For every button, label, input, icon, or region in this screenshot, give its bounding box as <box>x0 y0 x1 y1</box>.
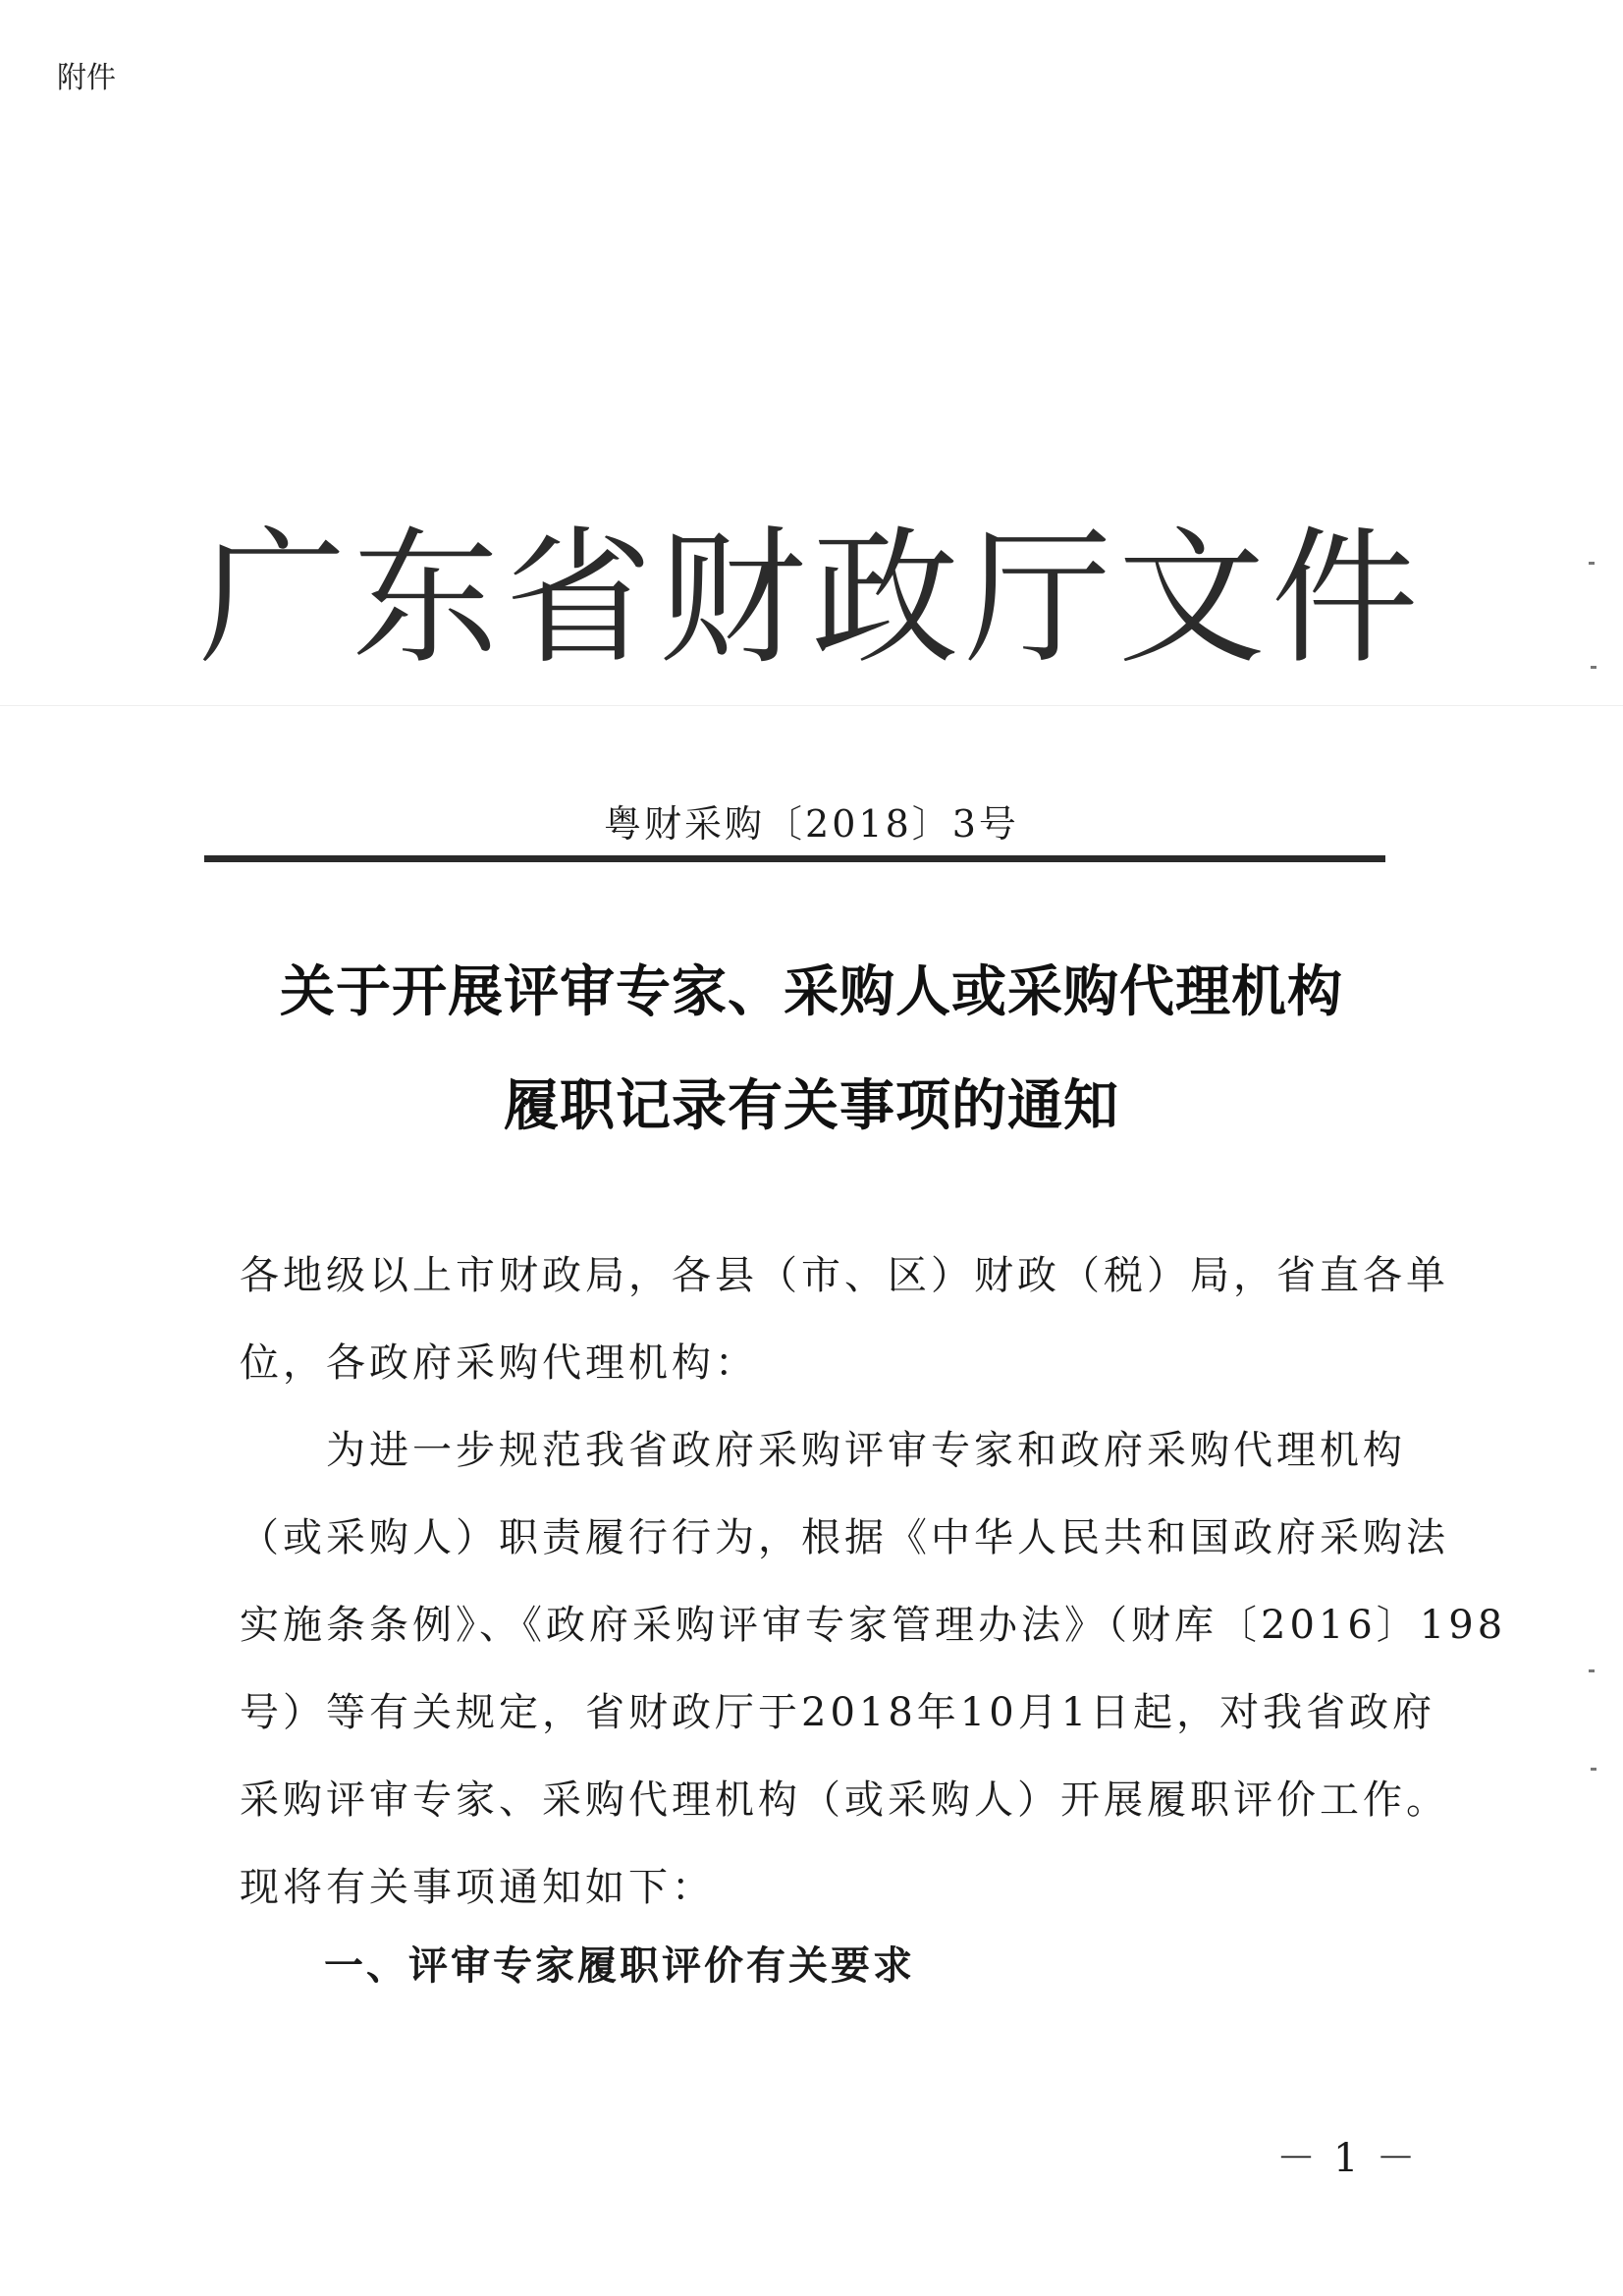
body-line: 号）等有关规定，省财政厅于2018年10月1日起，对我省政府 <box>240 1690 1436 1735</box>
header-rule <box>204 855 1385 862</box>
title-line-1: 关于开展评审专家、采购人或采购代理机构 <box>280 960 1343 1024</box>
page-number: －1－ <box>1276 2136 1434 2181</box>
body-line: 各地级以上市财政局，各县（市、区）财政（税）局，省直各单 <box>240 1253 1449 1298</box>
scan-speck <box>1591 666 1596 669</box>
body-line: 采购评审专家、采购代理机构（或采购人）开展履职评价工作。 <box>240 1777 1449 1823</box>
scan-artifact-line <box>0 705 1623 706</box>
document-number: 粤财采购〔2018〕3号 <box>604 802 1019 846</box>
scan-speck <box>1591 1768 1596 1771</box>
attachment-label: 附件 <box>57 61 116 95</box>
section-heading: 一、评审专家履职评价有关要求 <box>324 1943 915 1989</box>
scan-speck <box>1589 562 1595 565</box>
body-line: 位，各政府采购代理机构： <box>240 1340 758 1386</box>
title-line-2: 履职记录有关事项的通知 <box>504 1074 1119 1138</box>
body-line: 实施条条例》、《政府采购评审专家管理办法》（财库〔2016〕198 <box>240 1603 1507 1648</box>
masthead: 广东省财政厅文件 <box>198 514 1425 684</box>
body-line: （或采购人）职责履行行为，根据《中华人民共和国政府采购法 <box>240 1515 1449 1560</box>
body-line: 现将有关事项通知如下： <box>240 1865 715 1910</box>
body-line: 为进一步规范我省政府采购评审专家和政府采购代理机构 <box>240 1428 1406 1473</box>
scan-speck <box>1589 1669 1595 1672</box>
